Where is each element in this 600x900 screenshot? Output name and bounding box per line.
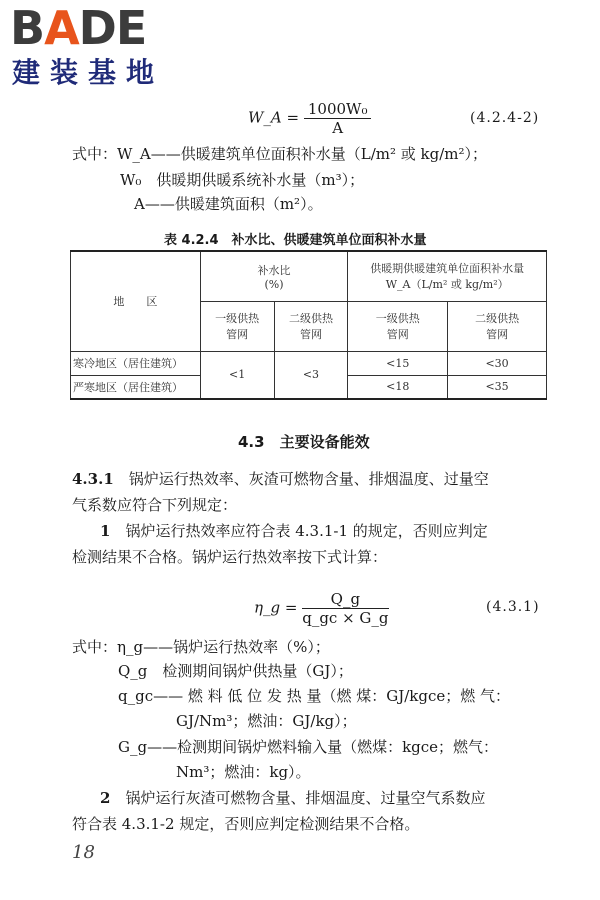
equation-4-3-1 [254, 590, 389, 627]
equation-number: (4.3.1) [486, 599, 540, 615]
cell-area2: <30 [448, 351, 547, 375]
cell-area1: <18 [348, 375, 448, 399]
where-line: G_g——检测期间锅炉燃料输入量（燃煤：kgce；燃气： [118, 738, 499, 756]
where-line: 式中：η_g——锅炉运行热效率（%）； [72, 638, 330, 656]
item-1: 1 锅炉运行热效率应符合表 4.3.1-1 的规定，否则应判定 [100, 522, 488, 540]
table-row [71, 351, 547, 375]
equation-denominator: q_gc × G_g [302, 609, 389, 627]
paragraph-line: 符合表 4.3.1-2 规定，否则应判定检测结果不合格。 [72, 815, 420, 833]
header-level1: 一级供热 管网 [348, 301, 448, 351]
equation-lhs: W_A = [248, 108, 300, 127]
logo-subtitle: 建装基地 [12, 56, 165, 89]
equation-number: (4.2.4-2) [470, 110, 540, 126]
where-line: W₀ 供暖期供暖系统补水量（m³）； [120, 171, 365, 189]
page-number: 18 [72, 842, 95, 863]
where-line: Q_g 检测期间锅炉供热量（GJ）； [118, 662, 353, 680]
where-line: 式中：W_A——供暖建筑单位面积补水量（L/m² 或 kg/m²）； [72, 145, 488, 163]
where-line: A——供暖建筑面积（m²）。 [134, 195, 323, 213]
cell-region: 严寒地区（居住建筑） [71, 375, 201, 399]
header-ratio: 补水比 (%) [200, 251, 348, 301]
paragraph-line: 检测结果不合格。锅炉运行热效率按下式计算： [72, 548, 388, 566]
supply-water-table [70, 250, 547, 400]
cell-ratio2: <3 [274, 351, 348, 399]
header-per-area: 供暖期供暖建筑单位面积补水量 W_A（L/m² 或 kg/m²） [348, 251, 547, 301]
equation-numerator: 1000W₀ [304, 100, 372, 119]
header-level1: 一级供热 管网 [200, 301, 274, 351]
clause-4-3-1: 4.3.1 锅炉运行热效率、灰渣可燃物含量、排烟温度、过量空 [72, 470, 489, 488]
cell-area1: <15 [348, 351, 448, 375]
paragraph-line: 气系数应符合下列规定： [72, 496, 238, 514]
header-level2: 二级供热 管网 [274, 301, 348, 351]
equation-denominator: A [332, 119, 344, 137]
table-caption: 表 4.2.4 补水比、供暖建筑单位面积补水量 [164, 233, 427, 248]
item-2: 2 锅炉运行灰渣可燃物含量、排烟温度、过量空气系数应 [100, 789, 486, 807]
where-line: q_gc—— 燃 料 低 位 发 热 量（燃 煤：GJ/kgce；燃 气： [118, 687, 511, 705]
logo: BADE [10, 1, 147, 55]
cell-area2: <35 [448, 375, 547, 399]
cell-region: 寒冷地区（居住建筑） [71, 351, 201, 375]
where-line: Nm³；燃油：kg）。 [176, 763, 311, 781]
header-level2: 二级供热 管网 [448, 301, 547, 351]
section-heading: 4.3 主要设备能效 [238, 433, 370, 451]
where-line: GJ/Nm³；燃油：GJ/kg）； [176, 712, 357, 730]
equation-4-2-4-2 [248, 100, 371, 137]
header-region: 地 区 [71, 251, 201, 351]
equation-numerator: Q_g [302, 590, 388, 609]
cell-ratio1: <1 [200, 351, 274, 399]
equation-lhs: η_g = [254, 598, 298, 617]
